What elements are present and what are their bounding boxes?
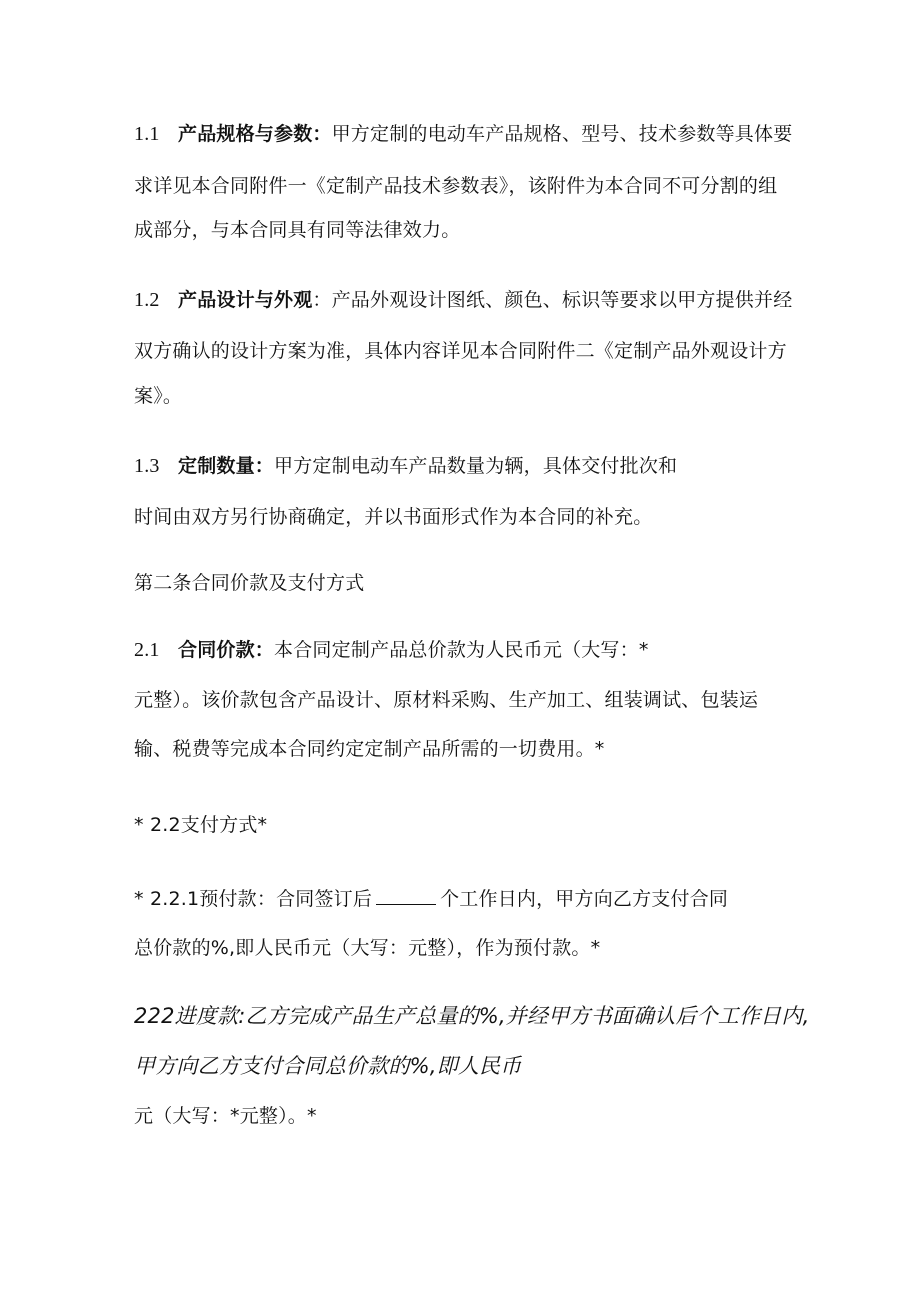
clause-text: ：产品外观设计图纸、颜色、标识等要求以甲方提供并经 — [312, 289, 793, 311]
clause-heading: 定制数量： — [178, 455, 275, 477]
clause-heading: 产品规格与参数： — [178, 123, 332, 145]
clause-1-1-line-3: 成部分，与本合同具有同等法律效力。 — [134, 219, 461, 241]
clause-number: 1.3 — [134, 455, 160, 477]
clause-2-2-1-line-2: 总价款的%,即人民币元（大写：元整），作为预付款。* — [134, 937, 601, 959]
clause-1-1-line-2: 求详见本合同附件一《定制产品技术参数表》，该附件为本合同不可分割的组 — [134, 175, 778, 197]
clause-2-1-line-3: 输、税费等完成本合同约定定制产品所需的一切费用。* — [134, 738, 605, 760]
clause-number: 2.1 — [134, 639, 160, 661]
clause-heading: 合同价款： — [178, 639, 275, 661]
clause-1-2-line-1 — [134, 287, 792, 313]
article-2-title: 第二条合同价款及支付方式 — [134, 572, 365, 594]
clause-2-1-line-2: 元整）。该价款包含产品设计、原材料采购、生产加工、组装调试、包装运 — [134, 689, 759, 711]
clause-text: 本合同定制产品总价款为人民币元（大写：* — [274, 639, 649, 661]
clause-2-1-line-1 — [134, 637, 649, 663]
clause-number: 1.1 — [134, 123, 160, 145]
clause-text: 个工作日内，甲方向乙方支付合同 — [440, 888, 729, 910]
clause-2-2-heading: * 2.2支付方式* — [134, 814, 268, 836]
clause-2-2-2-line-2: 甲方向乙方支付合同总价款的%,即人民币 — [134, 1054, 522, 1078]
clause-number: 1.2 — [134, 289, 160, 311]
clause-1-2-line-2: 双方确认的设计方案为准，具体内容详见本合同附件二《定制产品外观设计方 — [134, 340, 787, 362]
fill-in-blank[interactable] — [376, 886, 436, 905]
clause-1-2-line-3: 案》。 — [134, 385, 183, 407]
clause-2-2-2-line-3: 元（大写：*元整）。* — [134, 1105, 317, 1127]
clause-text: 甲方定制的电动车产品规格、型号、技术参数等具体要 — [331, 123, 793, 145]
clause-2-2-2-line-1: 222进度款:乙方完成产品生产总量的%,并经甲方书面确认后个工作日内, — [134, 1004, 810, 1028]
clause-text: * 2.2.1预付款：合同签订后 — [134, 888, 373, 910]
clause-text: 甲方定制电动车产品数量为辆，具体交付批次和 — [274, 455, 678, 477]
clause-1-3-line-1 — [134, 453, 677, 479]
clause-1-1-line-1 — [134, 121, 792, 147]
clause-heading: 产品设计与外观 — [178, 289, 313, 311]
clause-2-2-1-line-1 — [134, 886, 728, 912]
clause-1-3-line-2: 时间由双方另行协商确定，并以书面形式作为本合同的补充。 — [134, 506, 653, 528]
